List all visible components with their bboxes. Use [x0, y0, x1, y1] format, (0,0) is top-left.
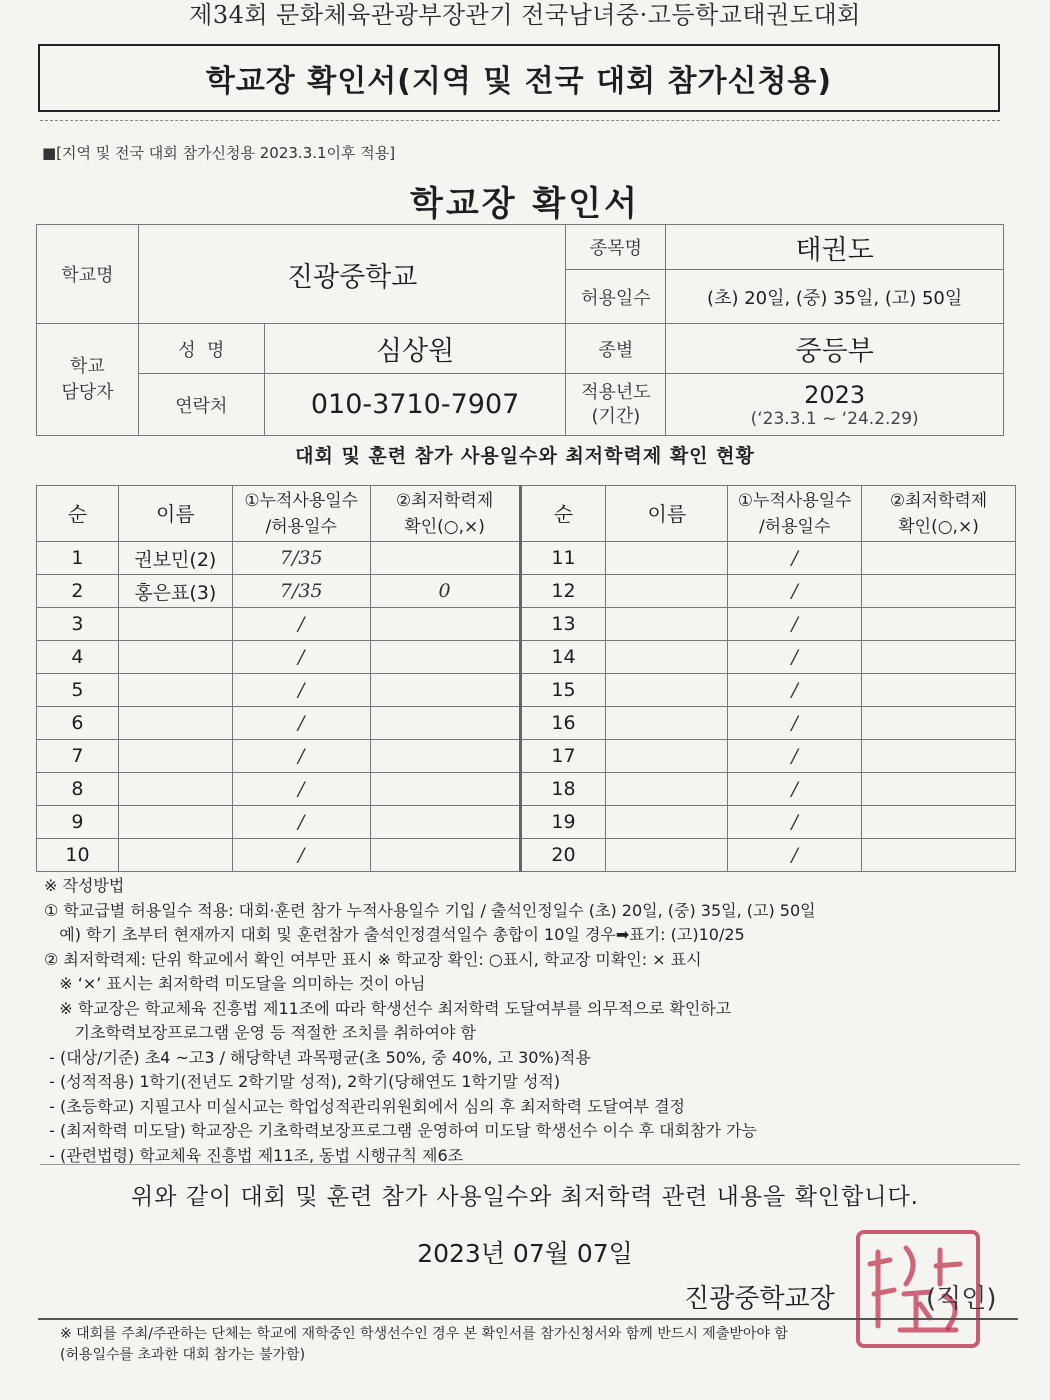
instructions — [44, 874, 1004, 1168]
cell-left-min — [370, 542, 520, 575]
instruction-line: ① 학교급별 허용일수 적용: 대회·훈련 참가 누적사용일수 기입 / 출석인정일수 (초) 20일, (중) 35일, (고) 50일 — [44, 900, 816, 920]
footer-line: ※ 대회를 주최/주관하는 단체는 학교에 재학중인 학생선수인 경우 본 확인서를 참가신청서와 함께 반드시 제출받아야 함 — [60, 1326, 788, 1342]
cell-left-name — [118, 839, 232, 872]
cell-right-days: / — [728, 575, 862, 608]
footer-line: (허용일수를 초과한 대회 참가는 불가함) — [60, 1347, 306, 1363]
cell-right-no: 11 — [520, 542, 606, 575]
instruction-line: ※ 학교장은 학교체육 진흥법 제11조에 따라 학생선수 최저학력 도달여부를 의무적으로 확인하고 — [44, 998, 732, 1018]
seal-label: (직인) — [926, 1284, 997, 1314]
confirm-statement: 위와 같이 대회 및 훈련 참가 사용일수와 최저학력 관련 내용을 확인합니다. — [131, 1184, 919, 1210]
instruction-line: 예) 학기 초부터 현재까지 대회 및 훈련참가 출석인정결석일수 총합이 10일 경우➡표기: (고)10/25 — [44, 925, 745, 944]
cell-left-name — [118, 806, 232, 839]
instruction-line: - (초등학교) 지필고사 미실시교는 학업성적관리위원회에서 심의 후 최저학력 도달여부 결정 — [44, 1096, 685, 1116]
cell-right-no: 20 — [520, 839, 606, 872]
banner-title: 학교장 확인서(지역 및 전국 대회 참가신청용) — [38, 44, 1000, 112]
cell-right-days: / — [728, 740, 862, 773]
table-row — [37, 773, 1016, 806]
notice-text: ■[지역 및 전국 대회 참가신청용 2023.3.1이후 적용] — [42, 144, 396, 162]
table-row — [37, 839, 1016, 872]
cell-right-no: 12 — [520, 575, 606, 608]
header-days-line2: /허용일수 — [265, 516, 337, 537]
divider — [40, 120, 1000, 121]
cell-right-no: 17 — [520, 740, 606, 773]
header-days-right — [728, 486, 862, 542]
cell-right-no: 16 — [520, 707, 606, 740]
cell-right-no: 14 — [520, 641, 606, 674]
signer-name: 진광중학교장 — [684, 1284, 835, 1314]
cell-left-no: 5 — [37, 674, 119, 707]
name-label: 성 명 — [138, 324, 264, 374]
instruction-line: 기초학력보장프로그램 운영 등 적절한 조치를 취하여야 함 — [44, 1023, 476, 1042]
cell-left-name — [118, 674, 232, 707]
header-days-right-line1: ①누적사용일수 — [737, 490, 852, 511]
cell-right-min — [862, 839, 1016, 872]
year-label: 적용년도 (기간) — [566, 374, 666, 436]
header-min-right-line2: 확인(○,×) — [898, 516, 979, 537]
cell-left-min — [370, 773, 520, 806]
cell-right-name — [606, 641, 728, 674]
allowed-days-label: 허용일수 — [566, 270, 666, 324]
header-min-line1: ②최저학력제 — [395, 490, 494, 511]
cell-left-days: 7/35 — [232, 575, 370, 608]
cell-right-no: 18 — [520, 773, 606, 806]
table-row — [37, 806, 1016, 839]
cell-left-no: 6 — [37, 707, 119, 740]
cell-right-name — [606, 542, 728, 575]
cell-right-no: 19 — [520, 806, 606, 839]
period-value: (‘23.3.1 ~ ‘24.2.29) — [750, 408, 919, 429]
cell-right-min — [862, 542, 1016, 575]
header-no: 순 — [37, 486, 119, 542]
info-table — [36, 224, 1004, 436]
cell-left-days: / — [232, 641, 370, 674]
header-name-right: 이름 — [606, 486, 728, 542]
cell-left-min — [370, 608, 520, 641]
cell-left-no: 10 — [37, 839, 119, 872]
table-body — [37, 542, 1016, 872]
cell-right-no: 15 — [520, 674, 606, 707]
issue-date: 2023년 07월 07일 — [417, 1239, 633, 1268]
table-row — [37, 575, 1016, 608]
event-title: 제34회 문화체육관광부장관기 전국남녀중·고등학교태권도대회 — [189, 1, 861, 29]
instruction-line: - (성적적용) 1학기(전년도 2학기말 성적), 2학기(당해연도 1학기말 성적) — [44, 1072, 561, 1091]
cell-left-days: / — [232, 707, 370, 740]
header-days — [232, 486, 370, 542]
manager-label: 학교 담당자 — [37, 324, 139, 436]
year-value: 2023 — [804, 380, 866, 409]
cell-right-name — [606, 773, 728, 806]
header-min-right — [862, 486, 1016, 542]
cell-left-min — [370, 806, 520, 839]
divider — [40, 1164, 1020, 1165]
cell-left-days: / — [232, 608, 370, 641]
cell-left-min: 0 — [370, 575, 520, 608]
cell-left-no: 1 — [37, 542, 119, 575]
cell-left-min — [370, 674, 520, 707]
cell-left-no: 7 — [37, 740, 119, 773]
table-row — [37, 707, 1016, 740]
cell-right-min — [862, 773, 1016, 806]
cell-right-min — [862, 641, 1016, 674]
table-row — [37, 542, 1016, 575]
header-no-right: 순 — [520, 486, 606, 542]
table-row — [37, 740, 1016, 773]
cell-left-no: 2 — [37, 575, 119, 608]
cell-right-name — [606, 575, 728, 608]
instruction-line: ※ ‘×’ 표시는 최저학력 미도달을 의미하는 것이 아님 — [44, 974, 426, 993]
cell-right-min — [862, 806, 1016, 839]
cell-left-name — [118, 641, 232, 674]
cell-left-min — [370, 839, 520, 872]
header-days-right-line2: /허용일수 — [758, 516, 831, 537]
document-title: 학교장 확인서 — [410, 184, 640, 224]
header-min — [370, 486, 520, 542]
table-row — [37, 641, 1016, 674]
cell-left-days: / — [232, 674, 370, 707]
cell-right-min — [862, 740, 1016, 773]
cell-right-min — [862, 707, 1016, 740]
cell-right-days: / — [728, 839, 862, 872]
cell-right-name — [606, 707, 728, 740]
cell-right-days: / — [728, 773, 862, 806]
cell-left-no: 9 — [37, 806, 119, 839]
header-name: 이름 — [118, 486, 232, 542]
cell-left-days: / — [232, 740, 370, 773]
cell-right-min — [862, 608, 1016, 641]
table-row — [37, 674, 1016, 707]
division-value: 중등부 — [666, 324, 1004, 374]
cell-left-days: / — [232, 773, 370, 806]
instruction-line: ② 최저학력제: 단위 학교에서 확인 여부만 표시 ※ 학교장 확인: ○표시, 학교장 미확인: × 표시 — [44, 949, 702, 969]
cell-left-name — [118, 707, 232, 740]
sport-value: 태권도 — [666, 225, 1004, 270]
cell-right-days: / — [728, 806, 862, 839]
table-row — [37, 608, 1016, 641]
instruction-line: - (관련법령) 학교체육 진흥법 제11조, 동법 시행규칙 제6조 — [44, 1145, 464, 1165]
division-label: 종별 — [566, 324, 666, 374]
cell-right-name — [606, 806, 728, 839]
cell-right-name — [606, 839, 728, 872]
section-title: 대회 및 훈련 참가 사용일수와 최저학력제 확인 현황 — [295, 445, 755, 467]
school-label: 학교명 — [37, 225, 139, 324]
cell-right-days: / — [728, 542, 862, 575]
cell-right-min — [862, 575, 1016, 608]
manager-name: 심상원 — [264, 324, 566, 374]
cell-right-no: 13 — [520, 608, 606, 641]
footer-note — [60, 1324, 788, 1366]
contact-label: 연락처 — [138, 374, 264, 436]
cell-right-days: / — [728, 608, 862, 641]
cell-left-min — [370, 740, 520, 773]
cell-right-name — [606, 740, 728, 773]
cell-right-days: / — [728, 641, 862, 674]
cell-left-name — [118, 773, 232, 806]
cell-left-min — [370, 707, 520, 740]
cell-left-name — [118, 740, 232, 773]
cell-left-no: 3 — [37, 608, 119, 641]
participants-table — [36, 485, 1016, 872]
header-days-line1: ①누적사용일수 — [244, 490, 359, 511]
header-min-right-line1: ②최저학력제 — [889, 490, 988, 511]
cell-right-name — [606, 674, 728, 707]
sport-label: 종목명 — [566, 225, 666, 270]
instruction-line: - (최저학력 미도달) 학교장은 기초학력보장프로그램 운영하여 미도달 학생선수 이수 후 대회참가 가능 — [44, 1121, 757, 1140]
cell-right-days: / — [728, 707, 862, 740]
cell-left-name: 권보민(2) — [118, 542, 232, 575]
cell-left-no: 4 — [37, 641, 119, 674]
year-cell — [666, 374, 1004, 436]
contact-value: 010-3710-7907 — [264, 374, 566, 436]
cell-left-days: / — [232, 839, 370, 872]
cell-left-name: 홍은표(3) — [118, 575, 232, 608]
instruction-line: - (대상/기준) 초4 ~고3 / 해당학년 과목평균(초 50%, 중 40%, 고 30%)적용 — [44, 1047, 591, 1067]
divider — [38, 1318, 1018, 1320]
cell-right-days: / — [728, 674, 862, 707]
cell-left-no: 8 — [37, 773, 119, 806]
cell-right-min — [862, 674, 1016, 707]
cell-right-name — [606, 608, 728, 641]
school-name: 진광중학교 — [138, 225, 566, 324]
header-min-line2: 확인(○,×) — [404, 516, 485, 537]
cell-left-min — [370, 641, 520, 674]
instruction-line: ※ 작성방법 — [44, 876, 125, 895]
allowed-days-value: (초) 20일, (중) 35일, (고) 50일 — [666, 270, 1004, 324]
cell-left-name — [118, 608, 232, 641]
cell-left-days: / — [232, 806, 370, 839]
cell-left-days: 7/35 — [232, 542, 370, 575]
